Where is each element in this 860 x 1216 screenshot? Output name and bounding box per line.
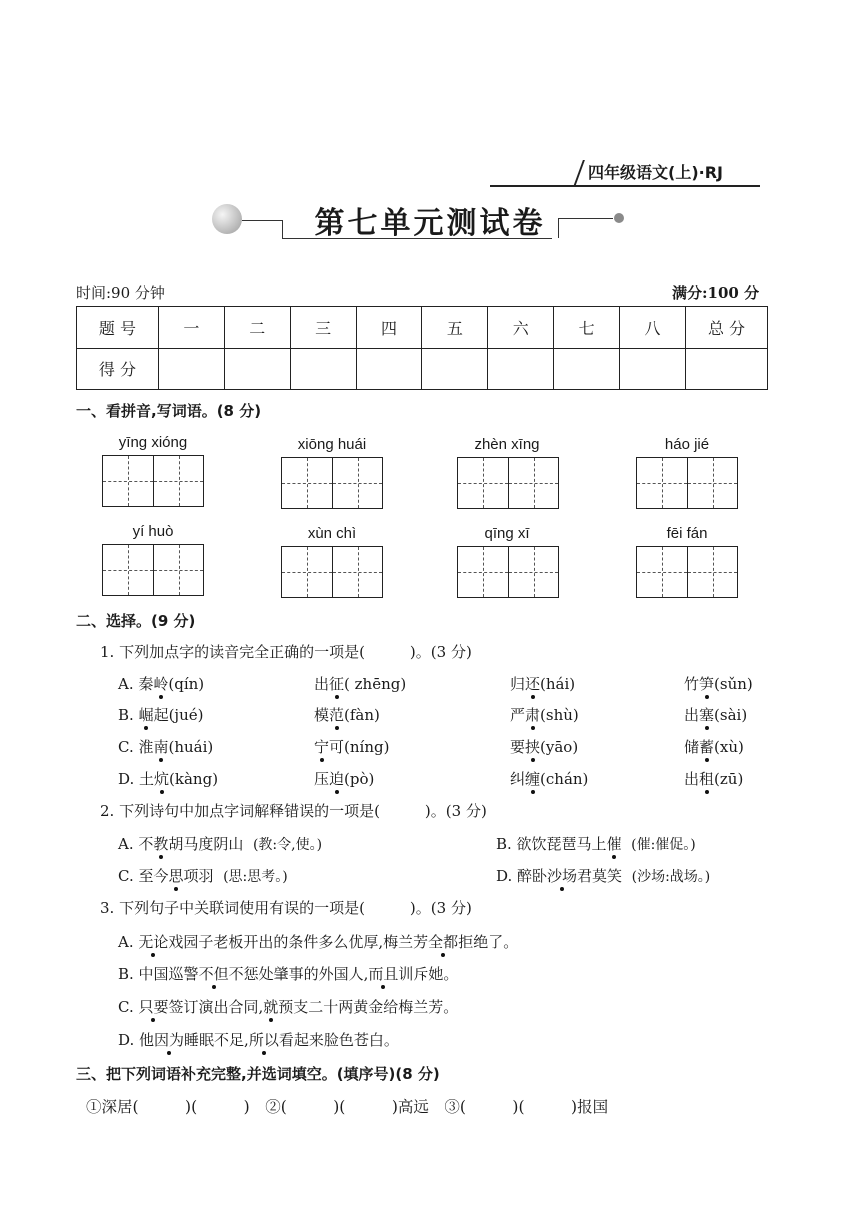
pinyin-label: háo jié: [664, 436, 710, 453]
option-a-word-1: A. 秦岭(qín): [118, 675, 205, 693]
option-d-word-4: 出租(zū): [684, 770, 744, 788]
writing-grid[interactable]: [636, 546, 738, 598]
score-cell[interactable]: [422, 348, 488, 390]
option-d-word-3: 纠缠(chán): [510, 770, 589, 788]
question-2-option-a: A. 不教胡马度阴山 (教:令,使。): [118, 835, 323, 853]
score-cell[interactable]: [554, 348, 620, 390]
score-header-cell: 五: [422, 307, 488, 349]
score-table: [76, 306, 768, 390]
score-header-cell: 题 号: [77, 307, 159, 349]
pinyin-label: xiōng huái: [297, 436, 367, 453]
full-score: 满分:100 分: [672, 284, 760, 302]
pinyin-label: yí huò: [132, 523, 174, 540]
score-cell[interactable]: [686, 348, 768, 390]
score-header-cell: 八: [620, 307, 686, 349]
option-a-word-3: 归还(hái): [510, 675, 576, 693]
score-cell[interactable]: [356, 348, 422, 390]
option-b-word-2: 模范(fàn): [314, 706, 380, 724]
section-2-title: 二、选择。(9 分): [76, 612, 196, 630]
section-1-title: 一、看拼音,写词语。(8 分): [76, 402, 262, 420]
pinyin-label: zhèn xīng: [474, 436, 540, 453]
option-a-word-4: 竹笋(sǔn): [684, 675, 753, 693]
score-header-cell: 二: [224, 307, 290, 349]
idiom-fill-line[interactable]: ①深居( )( ) ②( )( )高远 ③( )( )报国: [86, 1098, 609, 1116]
option-c-word-3: 要挟(yāo): [510, 738, 579, 756]
score-header-cell: 六: [488, 307, 554, 349]
pinyin-label: xùn chì: [307, 525, 357, 542]
question-3-option-d: D. 他因为睡眠不足,所以看起来脸色苍白。: [118, 1031, 399, 1049]
pinyin-label: fēi fán: [666, 525, 708, 542]
question-2-option-b: B. 欲饮琵琶马上催 (催:催促。): [496, 835, 696, 853]
question-3-option-c: C. 只要签订演出合同,就预支二十两黄金给梅兰芳。: [118, 998, 459, 1016]
option-b-word-3: 严肃(shù): [510, 706, 579, 724]
score-header-cell: 三: [290, 307, 356, 349]
writing-grid[interactable]: [457, 457, 559, 509]
option-b-word-1: B. 崛起(jué): [118, 706, 204, 724]
question-1: 1. 下列加点字的读音完全正确的一项是( )。(3 分): [100, 643, 472, 661]
book-tag: 四年级语文(上)·RJ: [588, 163, 723, 182]
option-b-word-4: 出塞(sài): [684, 706, 748, 724]
option-c-word-1: C. 淮南(huái): [118, 738, 214, 756]
score-cell[interactable]: [488, 348, 554, 390]
score-cell[interactable]: [158, 348, 224, 390]
option-c-word-2: 宁可(níng): [314, 738, 390, 756]
score-cell[interactable]: [290, 348, 356, 390]
header-divider: [573, 160, 585, 187]
score-entry-row: [77, 348, 768, 390]
option-a-word-2: 出征( zhēng): [314, 675, 407, 693]
pinyin-label: yīng xióng: [118, 434, 188, 451]
question-2: 2. 下列诗句中加点字词解释错误的一项是( )。(3 分): [100, 802, 487, 820]
score-header-row: [77, 307, 768, 349]
question-3: 3. 下列句子中关联词使用有误的一项是( )。(3 分): [100, 899, 472, 917]
header-rule: [490, 185, 760, 187]
option-d-word-1: D. 土炕(kàng): [118, 770, 219, 788]
question-2-option-c: C. 至今思项羽 (思:思考。): [118, 867, 288, 885]
pinyin-label: qīng xī: [484, 525, 530, 542]
question-2-option-d: D. 醉卧沙场君莫笑 (沙场:战场。): [496, 867, 711, 885]
section-3-title: 三、把下列词语补充完整,并选词填空。(填序号)(8 分): [76, 1065, 440, 1083]
option-c-word-4: 储蓄(xù): [684, 738, 744, 756]
time-limit: 时间:90 分钟: [76, 284, 165, 302]
score-row-label: 得 分: [77, 348, 159, 390]
page-title: 第七单元测试卷: [314, 206, 546, 241]
writing-grid[interactable]: [102, 455, 204, 507]
question-3-option-a: A. 无论戏园子老板开出的条件多么优厚,梅兰芳全都拒绝了。: [118, 933, 519, 951]
score-cell[interactable]: [620, 348, 686, 390]
score-cell[interactable]: [224, 348, 290, 390]
writing-grid[interactable]: [102, 544, 204, 596]
option-d-word-2: 压迫(pò): [314, 770, 375, 788]
score-header-cell: 总 分: [686, 307, 768, 349]
score-header-cell: 一: [158, 307, 224, 349]
writing-grid[interactable]: [281, 546, 383, 598]
question-3-option-b: B. 中国巡警不但不惩处肇事的外国人,而且训斥她。: [118, 965, 459, 983]
score-header-cell: 四: [356, 307, 422, 349]
writing-grid[interactable]: [457, 546, 559, 598]
writing-grid[interactable]: [281, 457, 383, 509]
writing-grid[interactable]: [636, 457, 738, 509]
score-header-cell: 七: [554, 307, 620, 349]
